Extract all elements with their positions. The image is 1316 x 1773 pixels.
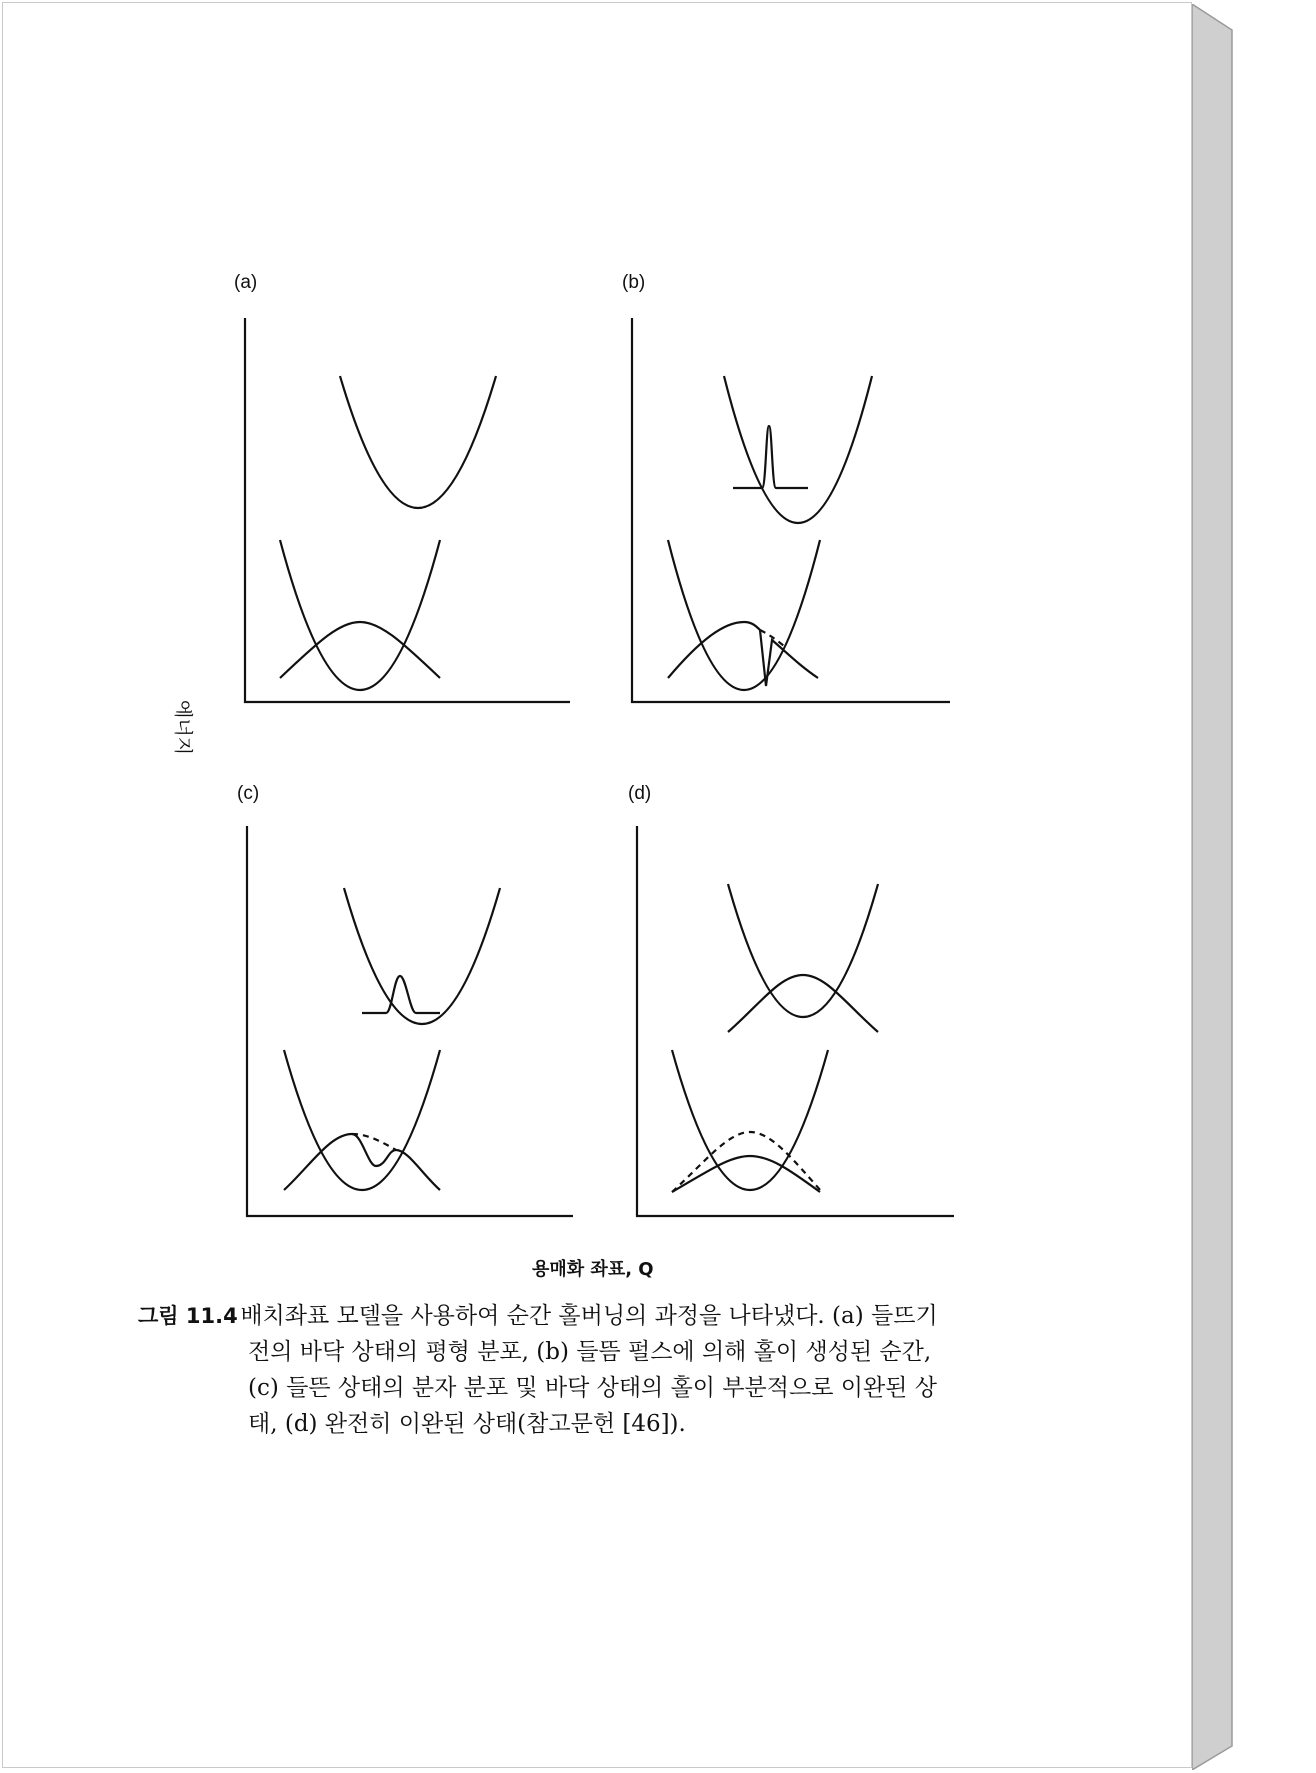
panel-b-axes bbox=[632, 318, 950, 702]
panel-d bbox=[637, 826, 954, 1216]
panel-a-axes bbox=[245, 318, 570, 702]
panel-d-ground-curve bbox=[672, 1050, 828, 1190]
caption-number: 그림 11.4 bbox=[138, 1304, 238, 1328]
panel-label-b: (b) bbox=[622, 272, 646, 293]
panel-label-a: (a) bbox=[234, 272, 258, 293]
x-axis-label: 용매화 좌표, Q bbox=[532, 1259, 654, 1280]
caption-line-2: 전의 바닥 상태의 평형 분포, (b) 들뜸 펄스에 의해 홀이 생성된 순간, bbox=[248, 1339, 932, 1365]
caption-line-4: 태, (d) 완전히 이완된 상태(참고문헌 [46]). bbox=[248, 1411, 686, 1437]
panel-label-c: (c) bbox=[237, 783, 260, 804]
panel-c-excited-pulse bbox=[362, 976, 440, 1013]
panel-b-excited-curve bbox=[724, 376, 872, 523]
panel-b-excited-pulse bbox=[733, 426, 808, 488]
panel-c-dashed-equilibrium bbox=[352, 1134, 396, 1150]
panel-a bbox=[245, 318, 570, 702]
panel-d-excited-distribution bbox=[728, 975, 878, 1032]
panel-a-excited-curve bbox=[340, 376, 496, 508]
y-axis-label: 에너지 bbox=[172, 700, 194, 756]
panel-label-d: (d) bbox=[628, 783, 652, 804]
figure-caption bbox=[138, 1298, 1138, 1442]
panel-c bbox=[247, 826, 573, 1216]
panel-a-ground-curve bbox=[280, 540, 440, 690]
panel-c-excited-curve bbox=[344, 888, 500, 1024]
panel-d-axes bbox=[637, 826, 954, 1216]
panel-d-ground-distribution bbox=[672, 1156, 820, 1192]
panel-d-dashed-equilibrium bbox=[672, 1132, 822, 1192]
panel-b bbox=[632, 318, 950, 702]
panel-b-ground-distribution bbox=[668, 622, 760, 678]
caption-text-1: 배치좌표 모델을 사용하여 순간 홀버닝의 과정을 나타냈다. (a) 들뜨기 bbox=[240, 1303, 938, 1329]
panel-d-excited-curve bbox=[728, 884, 878, 1017]
panel-b-ground-curve bbox=[668, 540, 820, 690]
panel-c-ground-distribution bbox=[284, 1134, 440, 1190]
caption-line-3: (c) 들뜬 상태의 분자 분포 및 바닥 상태의 홀이 부분적으로 이완된 상 bbox=[248, 1375, 937, 1401]
panel-c-ground-curve bbox=[284, 1050, 440, 1190]
caption-line-1 bbox=[138, 1298, 1138, 1334]
panel-a-ground-distribution bbox=[280, 622, 440, 678]
